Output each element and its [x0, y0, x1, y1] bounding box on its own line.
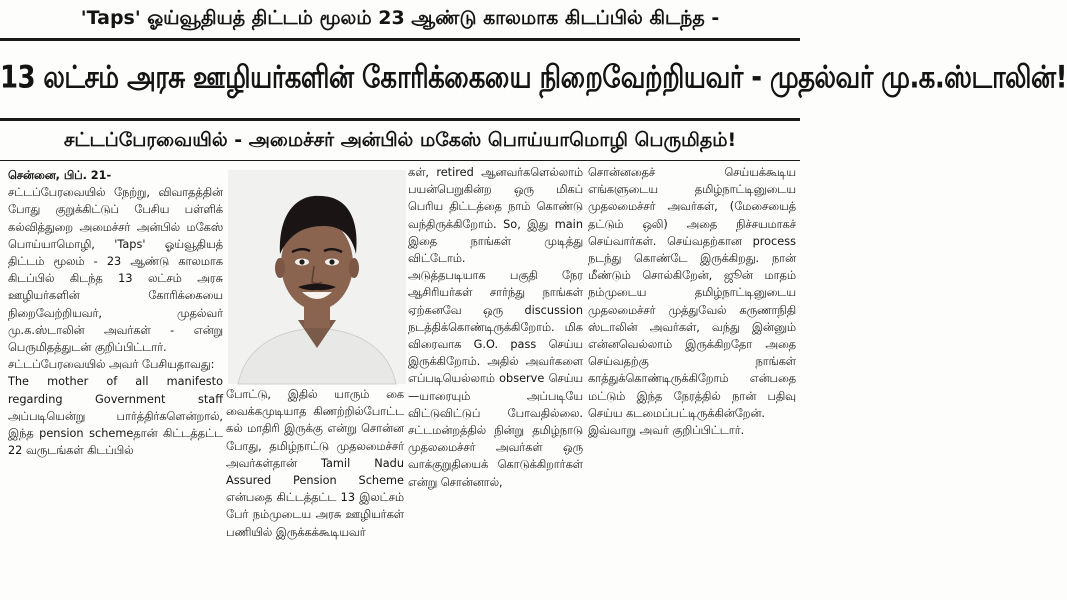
paragraph: The mother of all manifesto regarding Government staff அப்படியென்று பார்த்திர்களென்றால், இந்த pension schemeதான் கிட்டத்தட்ட 22 வருடங்கள் கிடப்பில் — [8, 375, 223, 458]
paragraph: சட்டப்பேரவையில் நேற்று, விவாதத்தின் போது குறுக்கிட்டுப் பேசிய பள்ளிக் கல்வித்துறை அமைச்சர் அன்பில் மகேஸ் பொய்யாமொழி, 'Taps' ஓய்வூதியத் திட்டம் மூலம் - 23 ஆண்டு காலமாக கிடப்பில் கிடந்த 13 லட்சம் அரசு ஊழியர்களின் கோரிக்கையை நிறைவேற்றியவர், முதல்வர் மு.க.ஸ்டாலின் அவர்கள் - என்று பெருமிதத்துடன் குறிப்பிட்டார். — [8, 186, 223, 355]
paragraph: சட்டப்பேரவையில் அவர் பேசியதாவது: — [8, 358, 215, 372]
paragraph: சொன்னதைச் செய்யக்கூடிய எங்களுடைய தமிழ்நாட்டினுடைய முதலமைச்சர் அவர்கள், (மேசையைத் தட்டும் ஒலி) அதை நிச்சயமாகச் செய்வார்கள். செய்வதற்கான process நடந்து கொண்டே இருக்கிறது. நான் மீண்டும் சொல்கிறேன், ஜூன் மாதம் நம்முடைய தமிழ்நாட்டினுடைய முதலமைச்சர் முத்துவேல் கருணாநிதி ஸ்டாலின் அவர்கள், வந்து இன்னும் என்னவெல்லாம் இருக்கிறதோ அதை செய்வதற்கு நாங்கள் காத்துக்கொண்டிருக்கிறோம் என்பதை மட்டும் இந்த நேரத்தில் நான் பதிவு செய்ய கடமைப்பட்டிருக்கின்றேன். — [588, 166, 796, 420]
headline: 13 லட்சம் அரசு ஊழியர்களின் கோரிக்கையை நிறைவேற்றியவர் - முதல்வர் மு.க.ஸ்டாலின்! — [0, 60, 1067, 96]
subhead-rule — [0, 160, 800, 161]
paragraph: கள், retired ஆனவர்களெல்லாம் பயன்பெறுகின்ற ஒரு மிகப் பெரிய திட்டத்தை நாம் கொண்டு வந்திருக்கிறோம். So, இது main இதை நாங்கள் முடித்து விட்டோம். — [408, 166, 583, 266]
subheadline: சட்டப்பேரவையில் - அமைச்சர் அன்பில் மகேஸ் பொய்யாமொழி பெருமிதம்! — [63, 129, 737, 151]
article-column-1 — [8, 167, 223, 595]
paragraph: இவ்வாறு அவர் குறிப்பிட்டார். — [588, 424, 745, 438]
article-column-4 — [588, 164, 796, 592]
kicker-line: 'Taps' ஓய்வூதியத் திட்டம் மூலம் 23 ஆண்டு காலமாக கிடப்பில் கிடந்த - — [80, 7, 720, 29]
article-column-3 — [408, 164, 583, 592]
paragraph: அடுத்தபடியாக பகுதி நேர ஆசிரியர்கள் சார்ந்து நாங்கள் ஏற்கனவே ஒரு discussion நடத்திக்கொண்டிருக்கிறோம். மிக விரைவாக G.O. pass செய்ய இருக்கிறோம். அதில் அவர்களை எப்படியெல்லாம் observe செய்ய—யாரையும் அப்படியே விட்டுவிட்டுப் போவதில்லை. சட்டமன்றத்தில் நின்று தமிழ்நாடு முதலமைச்சர் அவர்கள் ஒரு வாக்குறுதியைக் கொடுக்கிறார்கள் என்று சொன்னால், — [408, 269, 583, 489]
headline-rule — [0, 118, 800, 121]
article-column-2 — [226, 386, 404, 592]
minister-photo — [228, 170, 406, 384]
paragraph: போட்டு, இதில் யாரும் கை வைக்கமுடியாத கிணற்றில்போட்ட கல் மாதிரி இருக்கு என்று சொன்ன போது, தமிழ்நாட்டு முதலமைச்சர் அவர்கள்தான் Tamil Nadu Assured Pension Scheme என்பதை கிட்டத்தட்ட 13 இலட்சம் பேர் நம்முடைய அரசு ஊழியர்கள் பணியில் இருக்கக்கூடியவர் — [226, 388, 404, 539]
dateline: சென்னை, பிப். 21- — [8, 169, 112, 182]
portrait-image — [228, 170, 406, 384]
